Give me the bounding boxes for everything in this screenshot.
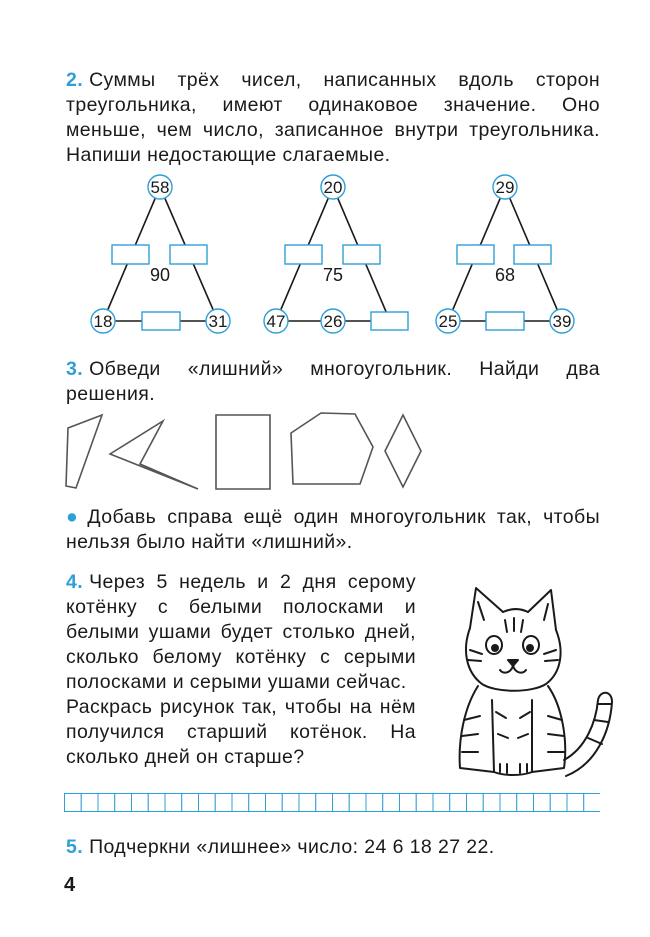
page-number: 4	[64, 874, 76, 896]
answer-cell[interactable]	[567, 794, 584, 812]
answer-cell[interactable]	[282, 794, 299, 812]
center-value: 75	[322, 265, 344, 285]
answer-cell[interactable]	[433, 794, 450, 812]
answer-cell[interactable]	[249, 794, 266, 812]
task-4-text: 4. Через 5 недель и 2 дня серому котёнку с белыми полосками и белыми ушами будет столько дней, сколько белому котёнку с серыми полосками и серыми ушами сейчас.	[66, 571, 416, 693]
node-top-value: 58	[150, 178, 170, 197]
answer-cell[interactable]	[500, 794, 517, 812]
task-number: 2.	[66, 69, 84, 91]
answer-cell[interactable]	[81, 794, 98, 812]
answer-cell[interactable]	[534, 794, 551, 812]
answer-cell[interactable]	[416, 794, 433, 812]
task-4-text-2: Раскрась рисунок так, чтобы на нём получился старший котёнок. На сколько дней он старше?	[66, 696, 416, 768]
answer-cell[interactable]	[550, 794, 567, 812]
answer-cells-strip[interactable]	[64, 793, 600, 813]
task-3-bullet-text: ● Добавь справа ещё один многоугольник так, чтобы нельзя было найти «лишний».	[66, 506, 600, 553]
answer-cell[interactable]	[115, 794, 132, 812]
answer-cell[interactable]	[316, 794, 333, 812]
answer-cell[interactable]	[517, 794, 534, 812]
task-3-text: 3. Обведи «лишний» многоугольник. Найди два решения.	[66, 358, 600, 405]
answer-cell[interactable]	[366, 794, 383, 812]
task-number: 4.	[66, 571, 84, 593]
node-top-value: 20	[323, 178, 343, 197]
answer-cell[interactable]	[65, 794, 82, 812]
answer-cell[interactable]	[98, 794, 115, 812]
task-2-text: 2. Суммы трёх чисел, написанных вдоль сторон треугольника, имеют одинаковое значение. Оно меньше, чем число, записанное внутри треугольника. Напиши недостающие слагаемые.	[66, 69, 600, 166]
answer-cell[interactable]	[467, 794, 484, 812]
answer-cell[interactable]	[232, 794, 249, 812]
answer-cell[interactable]	[333, 794, 350, 812]
answer-cell[interactable]	[483, 794, 500, 812]
answer-cell[interactable]	[165, 794, 182, 812]
answer-cell[interactable]	[215, 794, 232, 812]
task-5-text: 5. Подчеркни «лишнее» число: 24 6 18 27 22.	[66, 836, 495, 858]
answer-cell[interactable]	[266, 794, 283, 812]
node-bottom-value: 26	[323, 312, 343, 331]
node-top-value: 29	[495, 178, 515, 197]
answer-cell[interactable]	[450, 794, 467, 812]
node-left-value: 18	[93, 312, 113, 331]
answer-cell[interactable]	[199, 794, 216, 812]
task-5	[66, 835, 600, 860]
answer-cell[interactable]	[182, 794, 199, 812]
node-right-value: 31	[208, 312, 228, 331]
answer-cell[interactable]	[299, 794, 316, 812]
answer-cell[interactable]	[132, 794, 149, 812]
node-right-value: 39	[552, 312, 572, 331]
bullet-icon: ●	[66, 506, 84, 528]
center-value: 90	[149, 265, 171, 285]
answer-cell[interactable]	[383, 794, 400, 812]
center-value: 68	[494, 265, 516, 285]
task-number: 3.	[66, 358, 84, 380]
answer-cell[interactable]	[584, 794, 600, 812]
answer-cell[interactable]	[349, 794, 366, 812]
answer-cell[interactable]	[400, 794, 417, 812]
node-left-value: 47	[266, 312, 286, 331]
node-left-value: 25	[438, 312, 458, 331]
task-number: 5.	[66, 836, 84, 858]
answer-cell[interactable]	[148, 794, 165, 812]
